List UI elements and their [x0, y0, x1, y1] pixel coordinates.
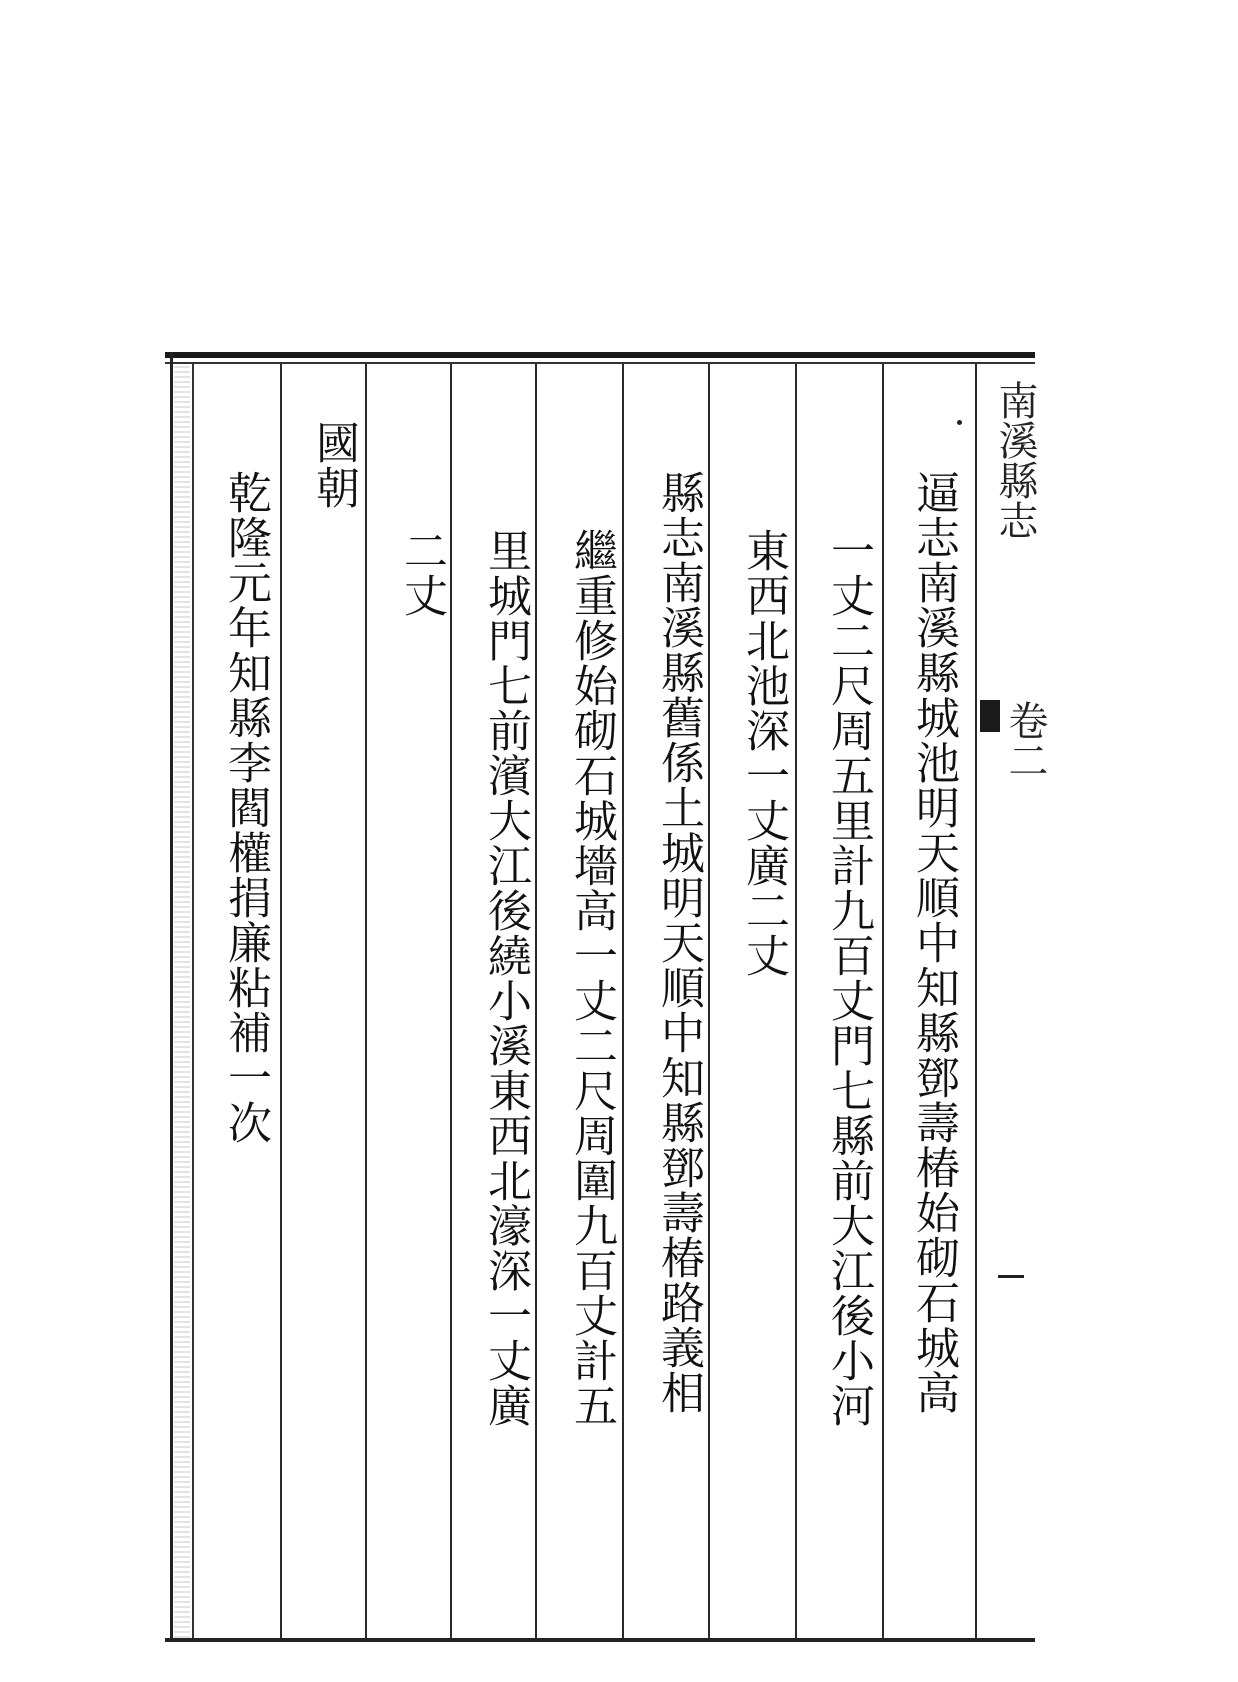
- column-rule: [795, 364, 797, 1638]
- column-rule: [535, 364, 537, 1638]
- text-column-5: 繼重修始砌石城墻高一丈二尺周圍九百丈計五: [566, 528, 617, 1428]
- punctuation-dot: [957, 420, 962, 425]
- column-rule: [975, 364, 977, 1638]
- frame-left-border: [170, 352, 173, 1642]
- juan-label: 卷二: [1002, 700, 1048, 780]
- page-edge-texture: [174, 364, 190, 1638]
- text-column-7: 二丈: [396, 528, 447, 618]
- text-column-2: 一丈二尺周五里計九百丈門七縣前大江後小河: [823, 528, 874, 1428]
- running-head: 南溪縣志: [992, 380, 1038, 540]
- text-column-3: 東西北池深一丈廣二丈: [738, 528, 789, 978]
- text-column-guochao: 國朝: [308, 420, 359, 510]
- frame-top-inner-border: [165, 362, 1035, 364]
- frame-left-inner-border: [192, 364, 194, 1642]
- frame-bottom-border: [165, 1638, 1035, 1642]
- folio-mark: [998, 1275, 1024, 1278]
- text-column-9: 乾隆元年知縣李閻權捐廉粘補一次: [220, 470, 271, 1145]
- text-column-1: 逼志南溪縣城池明天順中知縣鄧壽椿始砌石城高: [908, 470, 959, 1415]
- fish-tail-mark: [980, 700, 1000, 732]
- column-rule: [882, 364, 884, 1638]
- frame-top-border: [165, 352, 1035, 358]
- column-rule: [622, 364, 624, 1638]
- text-column-6: 里城門七前濱大江後繞小溪東西北濠深一丈廣: [480, 528, 531, 1428]
- column-rule: [708, 364, 710, 1638]
- centre-strip: [980, 364, 1038, 1638]
- column-rule: [450, 364, 452, 1638]
- text-column-4: 縣志南溪縣舊係土城明天順中知縣鄧壽椿路義相: [653, 470, 704, 1415]
- column-rule: [365, 364, 367, 1638]
- column-rule: [280, 364, 282, 1638]
